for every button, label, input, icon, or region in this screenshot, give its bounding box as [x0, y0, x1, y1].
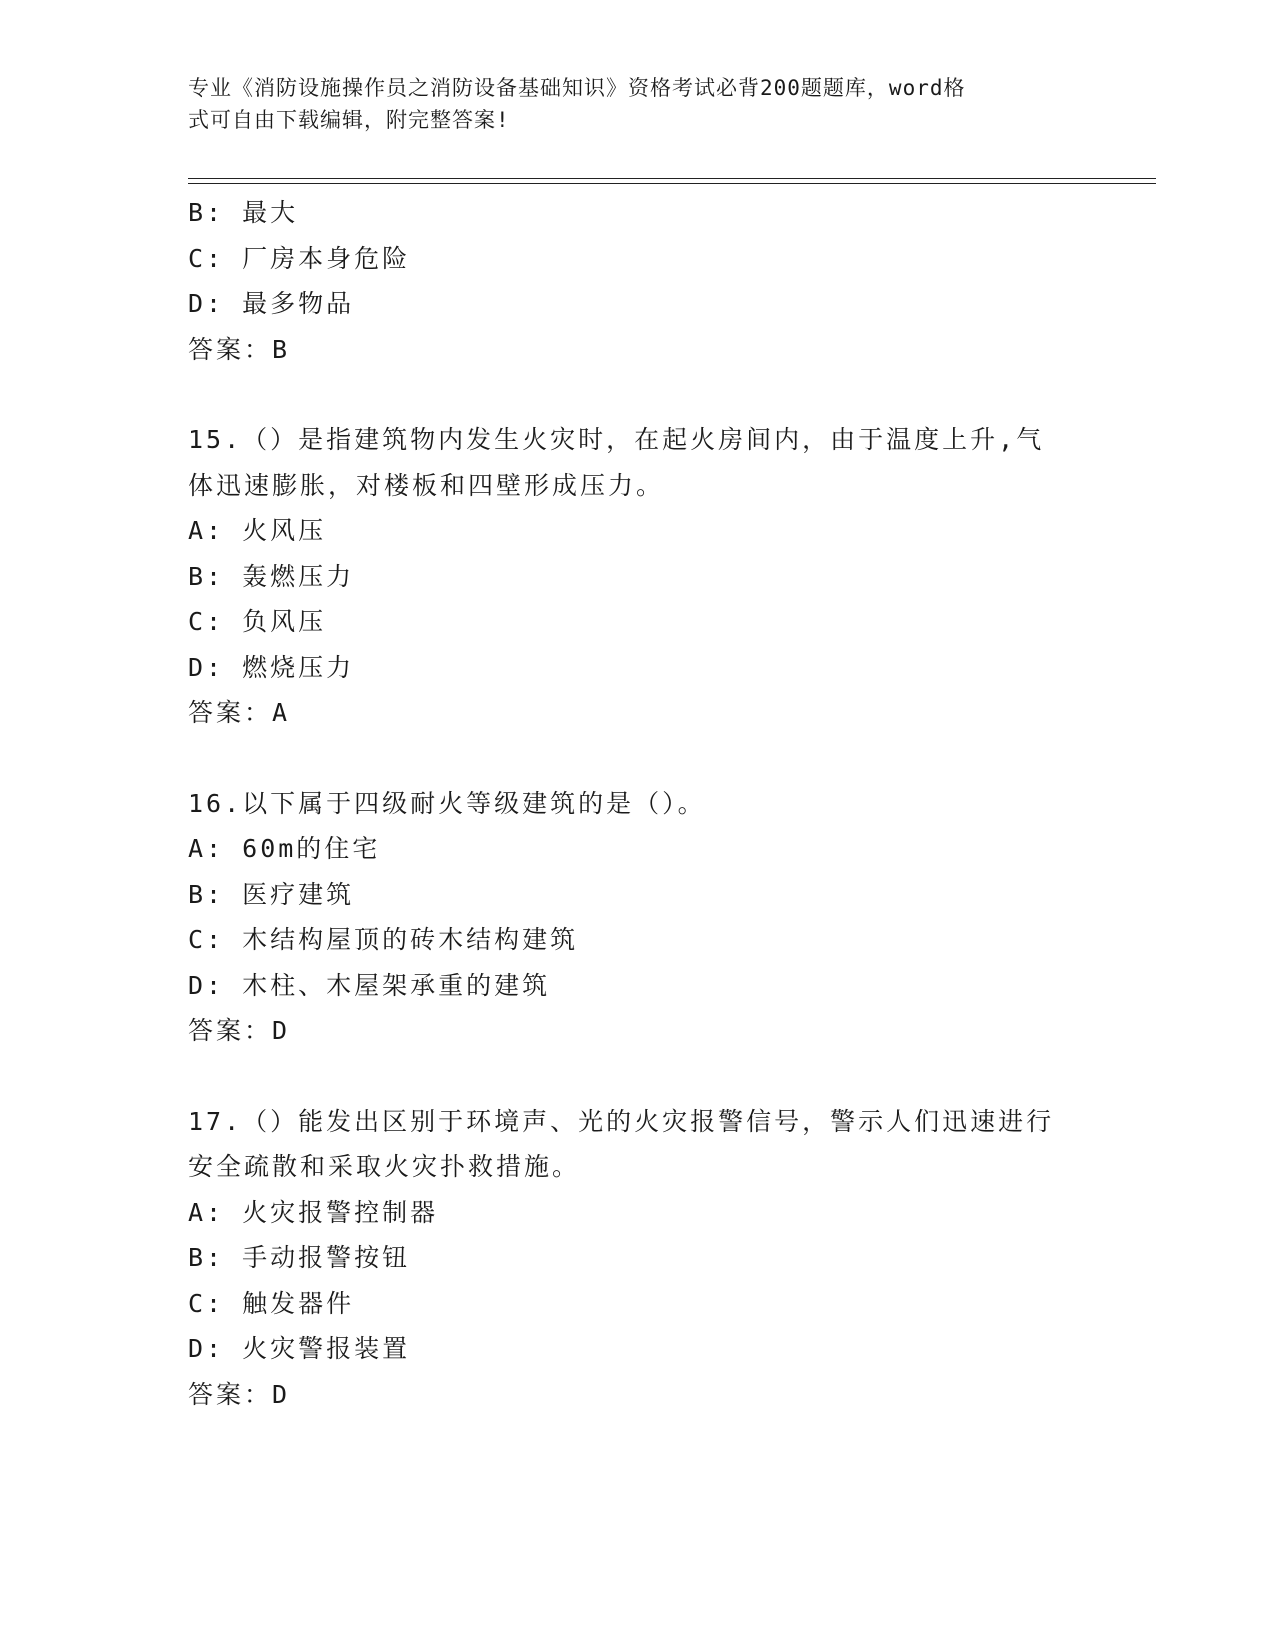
option-d: D: 燃烧压力 [188, 652, 355, 682]
option-b: B: 医疗建筑 [188, 879, 355, 909]
option-c: C: 木结构屋顶的砖木结构建筑 [188, 925, 579, 954]
question-stem-continued: 体迅速膨胀，对楼板和四壁形成压力。 [188, 470, 665, 500]
option-b: B: 轰燃压力 [188, 561, 355, 591]
question-stem: 17.（）能发出区别于环境声、光的火灾报警信号，警示人们迅速进行 [188, 1106, 1055, 1136]
document-header [188, 72, 1068, 136]
answer: 答案：B [188, 334, 291, 364]
option-a: A: 火风压 [188, 516, 327, 545]
question-stem-continued: 安全疏散和采取火灾扑救措施。 [188, 1152, 581, 1181]
option-a: A: 60m的住宅 [188, 834, 381, 863]
option-d: D: 火灾警报装置 [188, 1334, 411, 1363]
option-a: A: 火灾报警控制器 [188, 1197, 439, 1227]
question-14-tail [188, 190, 1088, 372]
question-list [188, 190, 1088, 1417]
question-16 [188, 781, 1088, 1054]
question-15 [188, 417, 1088, 736]
option-b: B: 最大 [188, 198, 299, 227]
option-c: C: 触发器件 [188, 1288, 355, 1318]
header-double-rule [188, 178, 1156, 184]
option-b: B: 手动报警按钮 [188, 1243, 411, 1272]
question-stem: 15.（）是指建筑物内发生火灾时，在起火房间内，由于温度上升,气 [188, 425, 1045, 454]
option-c: C: 厂房本身危险 [188, 243, 411, 273]
answer: 答案：D [188, 1016, 291, 1045]
header-line-2: 式可自由下载编辑，附完整答案! [188, 108, 510, 132]
option-c: C: 负风压 [188, 607, 327, 636]
answer: 答案：D [188, 1379, 291, 1409]
question-17 [188, 1099, 1088, 1418]
option-d: D: 最多物品 [188, 289, 355, 318]
question-stem: 16.以下属于四级耐火等级建筑的是（）。 [188, 788, 706, 818]
option-d: D: 木柱、木屋架承重的建筑 [188, 970, 551, 1000]
answer: 答案：A [188, 698, 291, 727]
header-line-1: 专业《消防设施操作员之消防设备基础知识》资格考试必背200题题库，word格 [188, 76, 966, 100]
